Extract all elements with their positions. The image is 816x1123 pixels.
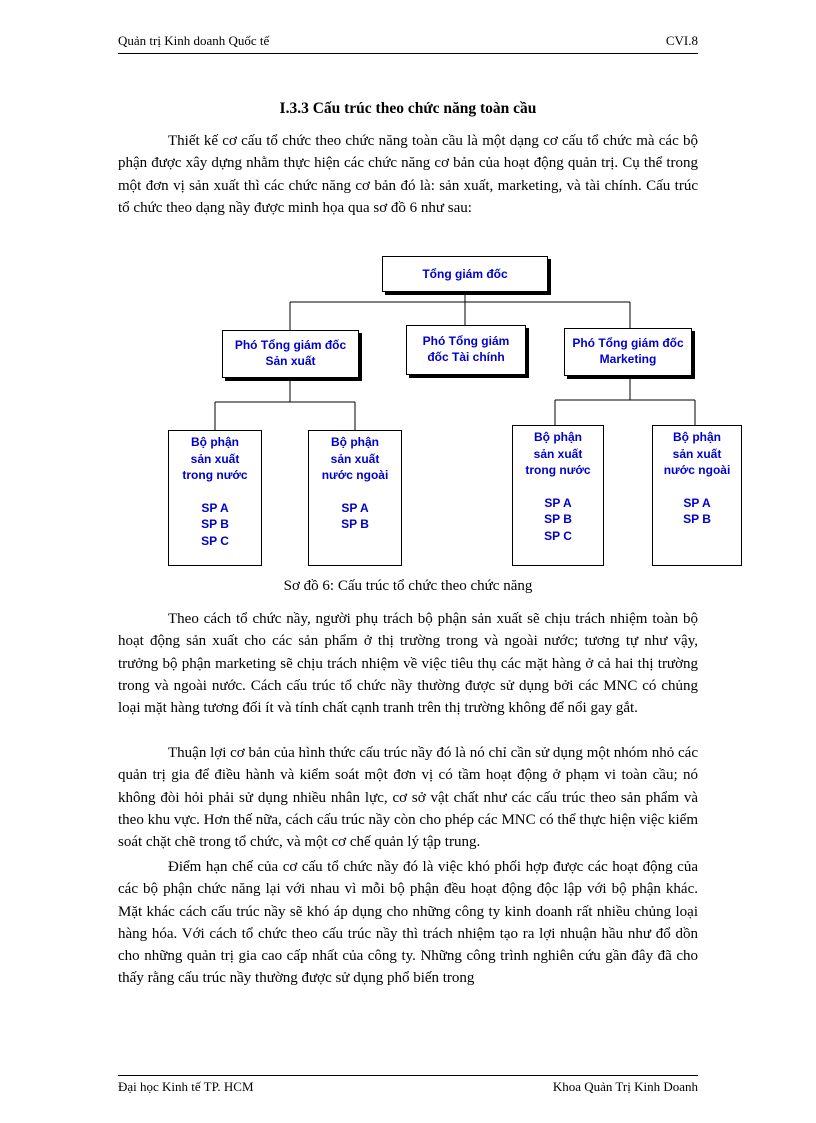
org-box-unit-domestic-production: [168, 430, 262, 566]
unit-label-line1: Bộ phận: [191, 435, 239, 449]
product-item: SP B: [201, 517, 229, 531]
footer-university: Đại học Kinh tế TP. HCM: [118, 1079, 254, 1094]
org-box-vp-marketing: [564, 328, 692, 376]
body-paragraph-2: [118, 742, 698, 853]
ceo-label: Tổng giám đốc: [422, 267, 508, 281]
footer-faculty: Khoa Quản Trị Kinh Doanh: [552, 1079, 698, 1094]
product-item: SP B: [683, 512, 711, 526]
body-paragraph-3: [118, 856, 698, 990]
unit-label-line3: trong nước: [182, 468, 248, 482]
org-box-vp-finance: [406, 325, 526, 375]
vp-finance-line1: Phó Tổng giám: [422, 334, 510, 348]
section-title: I.3.3 Cấu trúc theo chức năng toàn cầu: [279, 100, 537, 117]
paragraph-text: Theo cách tổ chức nầy, người phụ trách bộ phận sản xuất sẽ chịu trách nhiệm toàn bộ hoạt động sản xuất cho các sản phẩm ở thị trường trong và ngoài nước; tương tự như vậy, trưởng bộ phận marketing sẽ chịu trách nhiệm về việc tiêu thụ các mặt hàng ở cả hai thị trường trong và ngoài nước. Cách cấu trúc tổ chức nầy thường được sử dụng bởi các MNC có chủng loại mặt hàng tương đối ít và tính chất cạnh tranh trên thị trường không để nổi gay gắt.: [118, 611, 698, 717]
vp-marketing-line1: Phó Tổng giám đốc: [572, 336, 684, 350]
header-course-title: Quản trị Kinh doanh Quốc tế: [118, 33, 270, 48]
org-box-vp-production: [222, 330, 359, 378]
unit-label-line3: trong nước: [525, 463, 591, 477]
header-page-number: CVI.8: [665, 33, 698, 48]
vp-marketing-line2: Marketing: [599, 352, 657, 366]
vp-production-line1: Phó Tổng giám đốc: [234, 338, 347, 352]
figure-caption: Sơ đồ 6: Cấu trúc tổ chức theo chức năng: [283, 578, 533, 594]
unit-label-line1: Bộ phận: [673, 430, 721, 444]
unit-label-line2: sản xuất: [533, 446, 583, 461]
product-item: SP A: [201, 500, 229, 515]
product-item: SP B: [544, 512, 572, 526]
unit-label-line1: Bộ phận: [534, 430, 582, 444]
product-item: SP C: [544, 528, 572, 543]
product-item: SP A: [544, 495, 572, 510]
org-box-unit-domestic-marketing: [512, 425, 604, 566]
unit-label-line1: Bộ phận: [331, 435, 379, 449]
org-box-ceo: [382, 256, 548, 292]
org-box-unit-foreign-production: [308, 430, 402, 566]
org-box-unit-foreign-marketing: [652, 425, 742, 566]
paragraph-text: Điểm hạn chế của cơ cấu tổ chức nầy đó là việc khó phối hợp được các hoạt động của các bộ phận chức năng lại với nhau vì mỗi bộ phận đều hoạt động độc lập với bộ phận khác. Mặt khác cách cấu trúc nầy sẽ khó áp dụng cho những công ty kinh doanh rất nhiều chủng loại hàng hóa. Với cách tổ chức theo cấu trúc nầy thì trách nhiệm tạo ra lợi nhuận hầu như đổ dồn cho những quản trị gia cao cấp nhất của công ty. Những công trình nghiên cứu gần đây đã cho thấy rằng cấu trúc nầy thường được sử dụng phổ biến trong: [118, 859, 698, 987]
vp-production-line2: Sản xuất: [265, 354, 316, 368]
unit-label-line3: nước ngoài: [321, 468, 389, 482]
unit-label-line3: nước ngoài: [663, 463, 731, 477]
unit-label-line2: sản xuất: [330, 451, 380, 466]
product-item: SP B: [341, 517, 369, 531]
paragraph-text: Thuận lợi cơ bản của hình thức cấu trúc nầy đó là nó chỉ cần sử dụng một nhóm nhỏ các quản trị gia để điều hành và kiểm soát một đơn vị có tầm hoạt động ở phạm vi toàn cầu; nó không đòi hỏi phải sử dụng nhiều nhân lực, cơ sở vật chất như các cấu trúc theo sản phẩm và theo khu vực. Hơn thế nữa, cách cấu trúc nầy còn cho phép các MNC có thể thực hiện việc kiểm soát chặt chẽ trong tổ chức, và một cơ chế quản lý tập trung.: [118, 745, 698, 851]
vp-finance-line2: đốc Tài chính: [427, 350, 505, 364]
intro-text: Thiết kế cơ cấu tổ chức theo chức năng toàn cầu là một dạng cơ cấu tổ chức mà các bộ phận được xây dựng nhằm thực hiện các chức năng cơ bản của hoạt động quản trị. Cụ thể trong một đơn vị sản xuất thì các chức năng cơ bản đó là: sản xuất, marketing, và tài chính. Cấu trúc tổ chức theo dạng nầy được minh họa qua sơ đồ 6 như sau:: [118, 133, 698, 216]
product-item: SP A: [683, 495, 711, 510]
unit-label-line2: sản xuất: [672, 446, 722, 461]
page-footer: [118, 1075, 698, 1094]
product-item: SP C: [201, 533, 229, 548]
unit-label-line2: sản xuất: [190, 451, 240, 466]
body-paragraph-1: [118, 608, 698, 719]
product-item: SP A: [341, 500, 369, 515]
